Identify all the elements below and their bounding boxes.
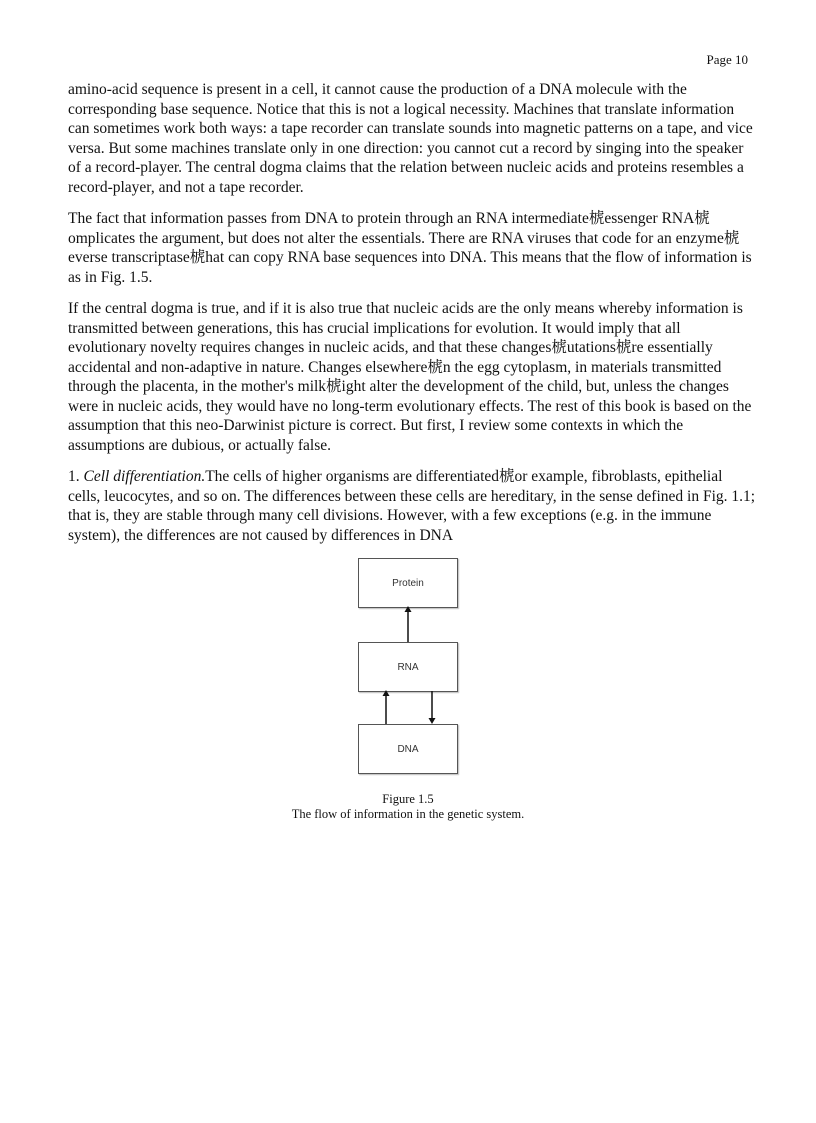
paragraph: amino-acid sequence is present in a cell, it cannot cause the production of a DNA molecule with the corresponding base sequence. Notice that this is not a logical necessity. Machines that translate information can sometimes work both ways: a tape recorder can translate sounds into magnetic patterns on a tape, and vice versa. But some machines translate only in one direction: you cannot cut a record by singing into the speaker of a record-player. The central dogma claims that the relation between nucleic acids and proteins resembles a record-player, and not a tape recorder. (68, 81, 753, 196)
paragraph: If the central dogma is true, and if it is also true that nucleic acids are the only means whereby information is transmitted between generations, this has crucial implications for evolution. It would imply that all evolutionary novelty requires changes in nucleic acids, and that these changes椃utations椃re essentially accidental and non-adaptive in nature. Changes elsewhere椃n the egg cytoplasm, in materials transmitted through the placenta, in the mother's milk椃ight alter the development of the child, but, unless the changes were in nucleic acids, they would have no long-term evolutionary effects. The rest of this book is based on the assumption that this neo-Darwinist picture is correct. But first, I review some contexts in which the assumptions are dubious, or actually false. (68, 300, 752, 454)
dna-box: DNA (358, 724, 458, 774)
flow-diagram (358, 556, 462, 776)
item-heading: Cell differentiation. (83, 468, 206, 485)
figure-caption (0, 792, 816, 822)
figure-caption-title: Figure 1.5 (382, 792, 434, 806)
figure-caption-text: The flow of information in the genetic system. (291, 807, 525, 821)
flow-arrows (358, 556, 462, 776)
body-text (68, 80, 758, 557)
paragraph: The fact that information passes from DNA to protein through an RNA intermediate椃essenger RNA椃omplicates the argument, but does not alter the essentials. There are RNA viruses that code for an enzyme椃everse transcriptase椃hat can copy RNA base sequences into DNA. This means that the flow of information is as in Fig. 1.5. (68, 210, 752, 286)
item-number: 1. (68, 468, 84, 485)
rna-to-dna-arrow (429, 691, 436, 724)
protein-box: Protein (358, 558, 458, 608)
numbered-paragraph (68, 467, 758, 545)
page-number: Page 10 (706, 52, 748, 67)
item-text: The cells of higher organisms are differentiated椃or example, fibroblasts, epithelial cells, leucocytes, and so on. The differences between these cells are hereditary, in the sense defined in Fig. 1.1; that is, they are stable through many cell divisions. However, with a few exceptions (e.g. in the immune system), the differences are not caused by differences in DNA (68, 468, 756, 544)
rna-to-protein-arrow (405, 606, 412, 642)
dna-to-rna-arrow (383, 690, 390, 724)
rna-box: RNA (358, 642, 458, 692)
